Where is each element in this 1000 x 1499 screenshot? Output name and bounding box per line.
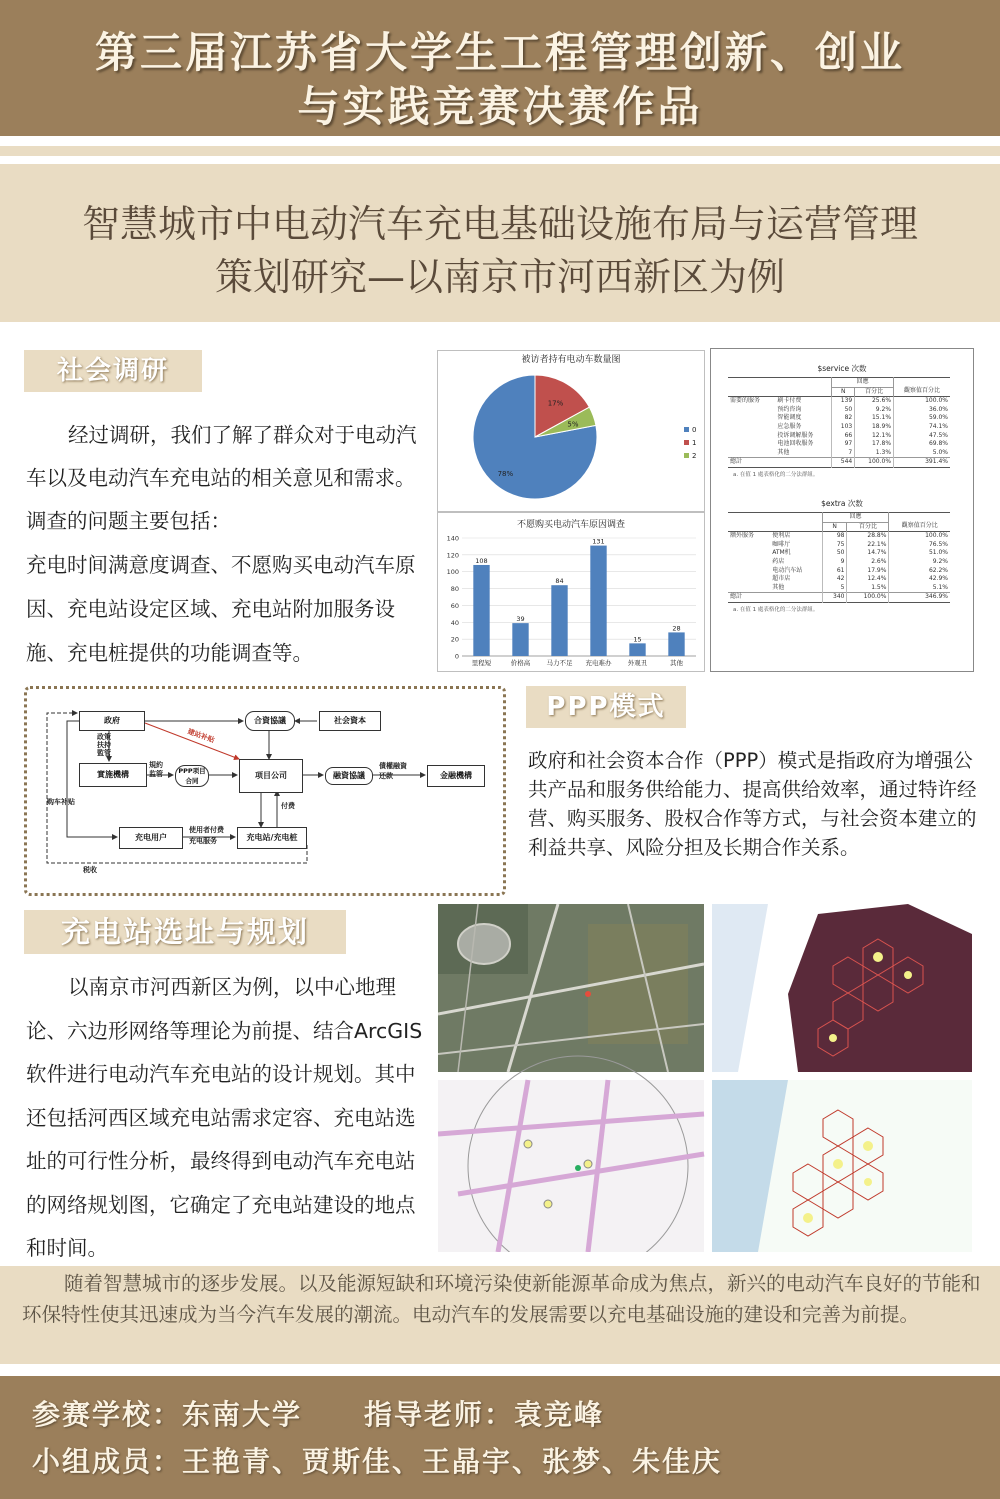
poster-title-line2: 策划研究—以南京市河西新区为例 bbox=[214, 255, 785, 299]
table-row bbox=[728, 449, 950, 458]
y-tick-label: 100 bbox=[446, 568, 459, 577]
table-row bbox=[728, 532, 950, 541]
extra-table-note: a. 在值 1 處表格化的二分法群組。 bbox=[733, 606, 819, 613]
table-cell: 100.0% bbox=[889, 532, 950, 541]
road-network-map bbox=[438, 1056, 704, 1252]
flow-node-station: 充电站/充电桩 bbox=[237, 827, 307, 849]
flow-node-government: 政府 bbox=[79, 711, 145, 731]
table-row bbox=[728, 397, 950, 406]
flow-node-project-company: 项目公司 bbox=[239, 759, 303, 793]
table-cell: 9.2% bbox=[889, 558, 950, 567]
table-cell: 總計 bbox=[730, 593, 743, 601]
table-cell: 50 bbox=[822, 549, 847, 558]
extra-table-caption: $extra 次数 bbox=[821, 498, 863, 508]
advisor-name: 袁竞峰 bbox=[514, 1398, 605, 1431]
table-cell: 82 bbox=[832, 414, 855, 423]
table-cell: 1.3% bbox=[855, 449, 894, 458]
x-tick-label: 里程短 bbox=[471, 659, 492, 667]
divider bbox=[0, 146, 1000, 156]
members-names: 王艳青、贾斯佳、王晶宇、张梦、朱佳庆 bbox=[182, 1445, 723, 1478]
table-cell: 药店 bbox=[772, 557, 785, 565]
table-cell: 预约咨询 bbox=[777, 405, 802, 413]
table-cell: 346.9% bbox=[889, 593, 950, 603]
flow-label-fee: 使用者付费 充电服务 bbox=[189, 826, 224, 845]
bar-价格高 bbox=[512, 623, 528, 656]
table-cell: 139 bbox=[832, 397, 855, 406]
table-header: 回應 bbox=[822, 512, 889, 522]
table-cell: 其他 bbox=[777, 448, 790, 456]
table-row bbox=[728, 575, 950, 584]
table-row bbox=[728, 567, 950, 576]
x-tick-label: 充电难办 bbox=[585, 659, 612, 667]
table-cell: 咖啡厅 bbox=[772, 540, 791, 548]
section-label-ppp: PPP模式 bbox=[526, 686, 686, 728]
bar-value-label: 108 bbox=[475, 556, 488, 565]
footer-line1 bbox=[32, 1393, 604, 1433]
table-header: N bbox=[822, 522, 847, 532]
table-cell bbox=[728, 541, 770, 550]
table-row bbox=[728, 406, 950, 415]
table-cell: 340 bbox=[822, 593, 847, 603]
y-tick-label: 60 bbox=[450, 601, 459, 610]
pie-data-label: 17% bbox=[547, 399, 564, 408]
table-cell: 2.6% bbox=[847, 558, 889, 567]
bar-value-label: 39 bbox=[516, 615, 525, 624]
table-cell: 51.0% bbox=[889, 549, 950, 558]
table-row bbox=[728, 558, 950, 567]
y-tick-label: 40 bbox=[450, 618, 459, 627]
table-cell: 14.7% bbox=[847, 549, 889, 558]
poster-title-line1: 智慧城市中电动汽车充电基础设施布局与运营管理 bbox=[81, 202, 918, 246]
table-cell: 18.9% bbox=[855, 423, 894, 432]
table-cell: 5 bbox=[822, 584, 847, 593]
bar-马力不足 bbox=[551, 585, 567, 656]
table-cell: 98 bbox=[822, 532, 847, 541]
table-cell: 42 bbox=[822, 575, 847, 584]
table-cell: 97 bbox=[832, 440, 855, 449]
table-cell: 其他 bbox=[772, 583, 785, 591]
table-cell: 69.8% bbox=[894, 440, 950, 449]
extra-table bbox=[728, 512, 950, 603]
table-cell: 15.1% bbox=[855, 414, 894, 423]
table-cell bbox=[728, 567, 770, 576]
table-cell: 42.9% bbox=[889, 575, 950, 584]
spss-tables bbox=[710, 348, 974, 672]
table-cell: 5.0% bbox=[894, 449, 950, 458]
site-planning-paragraph: 以南京市河西新区为例，以中心地理论、六边形网络等理论为前提、结合ArcGIS软件进行电动汽车充电站的设计规划。其中还包括河西区域充电站需求定容、充电站选址的可行性分析，最终得到电动汽车充电站的网络规划图，它确定了充电站建设的地点和时间。 bbox=[26, 975, 423, 1260]
bar-里程短 bbox=[473, 565, 489, 656]
table-cell bbox=[728, 432, 775, 441]
table-cell bbox=[728, 575, 770, 584]
school-label: 参赛学校： bbox=[32, 1398, 183, 1431]
table-cell: 75 bbox=[822, 541, 847, 550]
table-cell: 66 bbox=[832, 432, 855, 441]
divider bbox=[0, 156, 1000, 164]
flow-node-bank: 金融機構 bbox=[427, 765, 485, 787]
table-cell: ATM机 bbox=[772, 549, 791, 557]
table-cell: 1.5% bbox=[847, 584, 889, 593]
y-tick-label: 20 bbox=[450, 635, 459, 644]
table-cell: 總計 bbox=[730, 458, 743, 466]
table-cell: 投诉调解服务 bbox=[777, 431, 814, 439]
bar-chart-title: 不愿购买电动汽车原因调查 bbox=[516, 520, 625, 530]
table-cell: 103 bbox=[832, 423, 855, 432]
bar-value-label: 131 bbox=[592, 537, 605, 546]
x-tick-label: 价格高 bbox=[510, 659, 531, 667]
table-cell: 额外服务 bbox=[730, 532, 755, 540]
table-cell: 61 bbox=[822, 567, 847, 576]
legend-label: 2 bbox=[692, 452, 697, 460]
legend-swatch bbox=[684, 453, 689, 458]
service-table-caption: $service 次数 bbox=[817, 364, 867, 373]
bar-value-label: 15 bbox=[633, 635, 642, 644]
table-cell: 100.0% bbox=[847, 593, 889, 603]
service-table bbox=[728, 377, 950, 468]
satellite-map bbox=[438, 904, 704, 1072]
divider bbox=[0, 1364, 1000, 1376]
bar-其他 bbox=[668, 632, 684, 656]
legend-swatch bbox=[684, 427, 689, 432]
table-cell bbox=[728, 449, 775, 458]
bar-value-label: 28 bbox=[672, 624, 681, 633]
legend-label: 1 bbox=[692, 439, 697, 447]
table-cell: 28.8% bbox=[847, 532, 889, 541]
bar-chart bbox=[438, 530, 704, 673]
section-label-survey: 社会调研 bbox=[24, 350, 202, 392]
flow-label-policy: 政策 扶持 監管 bbox=[97, 733, 111, 757]
table-cell bbox=[728, 406, 775, 415]
flow-node-contract: 合資協議 bbox=[245, 711, 295, 731]
pie-chart-panel bbox=[437, 350, 705, 512]
survey-paragraph-1: 经过调研，我们了解了群众对于电动汽车以及电动汽车充电站的相关意见和需求。调查的问题主要包括： bbox=[26, 423, 417, 533]
table-row bbox=[728, 549, 950, 558]
divider bbox=[0, 136, 1000, 146]
table-cell: 需要的服务 bbox=[730, 397, 761, 405]
y-tick-label: 140 bbox=[446, 534, 459, 543]
flow-node-social-capital: 社会資本 bbox=[319, 711, 381, 731]
table-cell bbox=[770, 593, 822, 603]
table-cell: 便利店 bbox=[772, 532, 791, 540]
ppp-flow-diagram bbox=[24, 686, 506, 896]
flow-node-user: 充电用户 bbox=[119, 827, 183, 849]
table-row bbox=[728, 584, 950, 593]
y-tick-label: 120 bbox=[446, 551, 459, 560]
table-cell: 74.1% bbox=[894, 423, 950, 432]
x-tick-label: 外观丑 bbox=[627, 659, 648, 667]
table-cell bbox=[728, 414, 775, 423]
table-header: N bbox=[832, 387, 855, 397]
table-cell: 544 bbox=[832, 458, 855, 468]
table-cell: 智能调度 bbox=[777, 414, 802, 422]
table-cell bbox=[728, 423, 775, 432]
table-cell bbox=[728, 549, 770, 558]
header-title-line1: 第三届江苏省大学生工程管理创新、创业 bbox=[94, 28, 905, 77]
service-table-note: a. 在值 1 處表格化的二分法群組。 bbox=[733, 471, 819, 478]
table-cell: 超市店 bbox=[772, 575, 791, 583]
table-header: 回應 bbox=[832, 378, 894, 388]
table-header: 觀察值百分比 bbox=[894, 387, 950, 397]
table-cell: 100.0% bbox=[855, 458, 894, 468]
table-cell: 12.4% bbox=[847, 575, 889, 584]
table-row bbox=[728, 414, 950, 423]
flow-node-finance-agreement: 融資協議 bbox=[325, 767, 373, 785]
section-label-site-planning: 充电站选址与规划 bbox=[24, 910, 346, 954]
school-name: 东南大学 bbox=[182, 1398, 303, 1431]
table-cell: 12.1% bbox=[855, 432, 894, 441]
table-cell: 100.0% bbox=[894, 397, 950, 406]
hexagon-network-plan-map bbox=[712, 1080, 972, 1252]
table-cell: 9 bbox=[822, 558, 847, 567]
flow-label-tax: 税收 bbox=[83, 866, 97, 874]
table-cell: 5.1% bbox=[889, 584, 950, 593]
table-cell: 刷卡付费 bbox=[777, 397, 802, 405]
table-total-row bbox=[728, 458, 950, 468]
table-cell: 59.0% bbox=[894, 414, 950, 423]
table-cell: 391.4% bbox=[894, 458, 950, 468]
flow-node-ppp-contract: PPP项目合同 bbox=[175, 765, 209, 787]
flow-label-build-subsidy: 建站补贴 bbox=[186, 727, 216, 745]
bar-外观丑 bbox=[629, 643, 645, 656]
legend-swatch bbox=[684, 440, 689, 445]
table-cell: 7 bbox=[832, 449, 855, 458]
bar-充电难办 bbox=[590, 546, 606, 656]
table-cell: 62.2% bbox=[889, 567, 950, 576]
table-cell: 9.2% bbox=[855, 406, 894, 415]
table-cell bbox=[728, 584, 770, 593]
table-row bbox=[728, 432, 950, 441]
table-cell: 电动汽车站 bbox=[772, 566, 803, 574]
pie-data-label: 78% bbox=[497, 469, 514, 478]
table-cell: 47.5% bbox=[894, 432, 950, 441]
table-cell bbox=[728, 558, 770, 567]
table-total-row bbox=[728, 593, 950, 603]
survey-paragraph-2: 充电时间满意度调查、不愿购买电动汽车原因、充电站设定区域、充电站附加服务设施、充电桩提供的功能调查等。 bbox=[26, 553, 416, 665]
table-cell: 17.8% bbox=[855, 440, 894, 449]
table-header: 百分比 bbox=[847, 522, 889, 532]
table-cell: 50 bbox=[832, 406, 855, 415]
table-row bbox=[728, 541, 950, 550]
table-cell: 25.6% bbox=[855, 397, 894, 406]
header-title-line2: 与实践竞赛决赛作品 bbox=[297, 82, 703, 131]
y-tick-label: 0 bbox=[454, 652, 459, 661]
pie-data-label: 5% bbox=[567, 420, 579, 429]
table-row bbox=[728, 440, 950, 449]
x-tick-label: 马力不足 bbox=[546, 659, 573, 667]
table-cell: 电池回收服务 bbox=[777, 440, 814, 448]
table-cell bbox=[775, 458, 831, 468]
pie-chart bbox=[438, 365, 704, 510]
table-cell: 应急服务 bbox=[777, 422, 802, 430]
table-cell: 76.5% bbox=[889, 541, 950, 550]
y-tick-label: 80 bbox=[450, 585, 459, 594]
footer-line2 bbox=[32, 1440, 722, 1480]
pie-chart-title: 被访者持有电动车数量图 bbox=[521, 355, 621, 365]
table-cell: 17.9% bbox=[847, 567, 889, 576]
ppp-paragraph: 政府和社会资本合作（PPP）模式是指政府为增强公共产品和服务供给能力、提高供给效率，通过特许经营、购买服务、股权合作等方式，与社会资本建立的利益共享、风险分担及长期合作关系。 bbox=[528, 749, 977, 859]
table-header: 百分比 bbox=[855, 387, 894, 397]
bar-value-label: 84 bbox=[555, 577, 564, 586]
bottom-paragraph: 随着智慧城市的逐步发展。以及能源短缺和环境污染使新能源革命成为焦点，新兴的电动汽车良好的节能和环保特性使其迅速成为当今汽车发展的潮流。电动汽车的发展需要以充电基础设施的建设和完善为前提。 bbox=[22, 1272, 981, 1326]
table-cell: 36.0% bbox=[894, 406, 950, 415]
members-label: 小组成员： bbox=[32, 1445, 183, 1478]
table-header: 觀察值百分比 bbox=[889, 522, 950, 532]
flow-label-debt: 債權融資 还款 bbox=[379, 762, 407, 780]
table-cell bbox=[728, 440, 775, 449]
hexagon-demand-map bbox=[712, 904, 972, 1072]
x-tick-label: 其他 bbox=[670, 659, 683, 667]
flow-node-implementing-agency: 實施機構 bbox=[79, 763, 147, 787]
planning-maps bbox=[438, 904, 972, 1252]
advisor-label: 指导老师： bbox=[364, 1398, 515, 1431]
flow-label-buy-subsidy: 购车补贴 bbox=[47, 798, 75, 806]
flow-label-regulate: 規約 监管 bbox=[149, 761, 163, 778]
flow-label-pay: 付费 bbox=[281, 802, 295, 810]
bar-chart-panel bbox=[437, 512, 705, 672]
table-cell: 22.1% bbox=[847, 541, 889, 550]
table-row bbox=[728, 423, 950, 432]
legend-label: 0 bbox=[692, 426, 697, 434]
